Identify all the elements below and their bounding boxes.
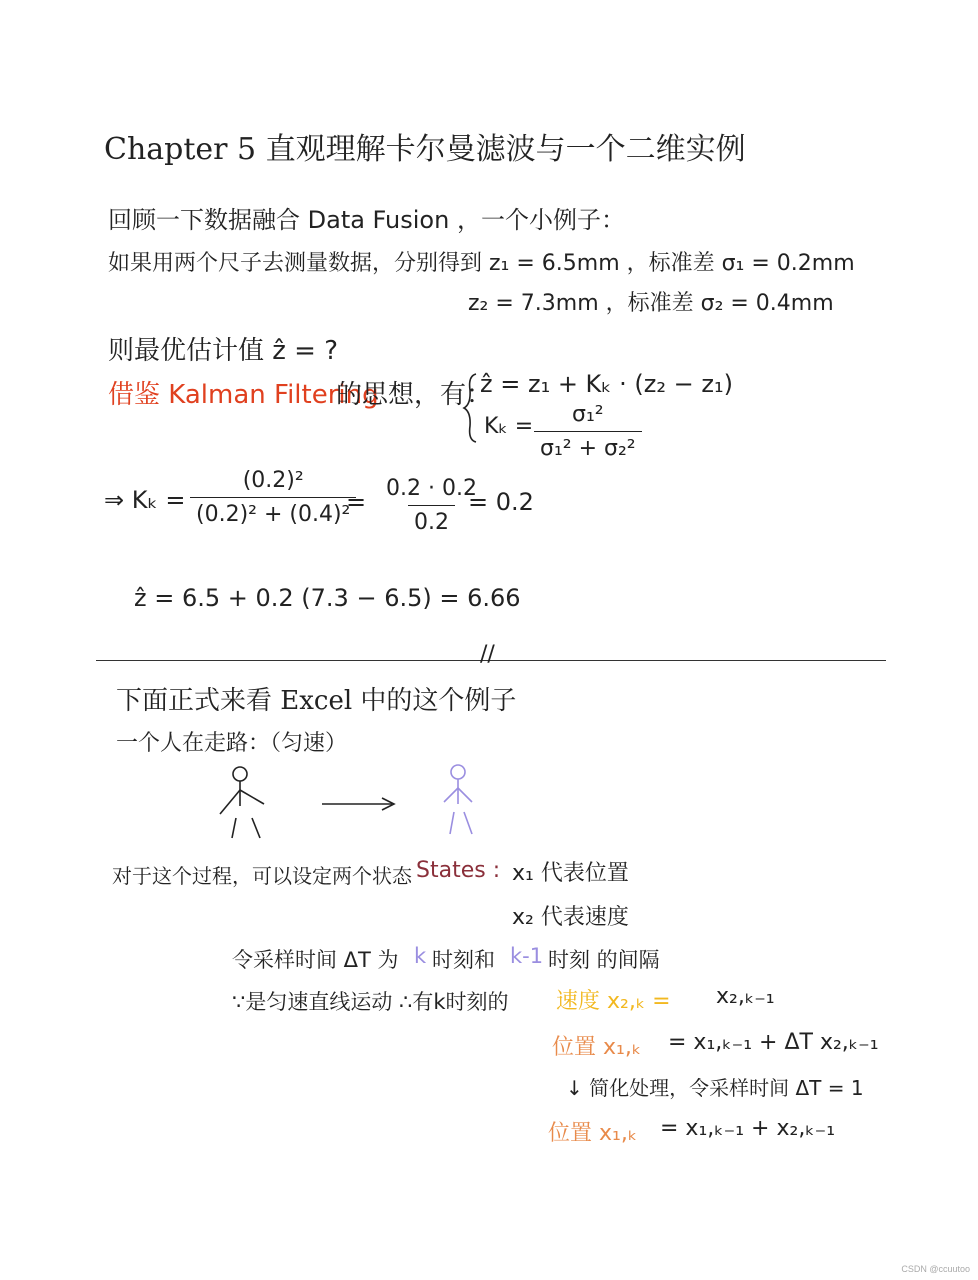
uniform-motion-text: ∵是匀速直线运动 ∴有k时刻的 [232, 990, 509, 1014]
position-simplified-rhs: = x₁,ₖ₋₁ + x₂,ₖ₋₁ [660, 1116, 836, 1141]
calc-result: = 0.2 [468, 488, 534, 516]
divider-mark: // [480, 642, 495, 667]
arrow-right-icon [322, 798, 394, 810]
equation-2-lhs: Kₖ = [484, 414, 534, 439]
equation-1: ẑ = z₁ + Kₖ · (z₂ − z₁) [480, 370, 733, 398]
estimate-line: ẑ = 6.5 + 0.2 (7.3 − 6.5) = 6.66 [134, 584, 521, 612]
simplify-note: ↓ 简化处理，令采样时间 ΔT = 1 [566, 1076, 864, 1100]
optimal-question: 则最优估计值 ẑ = ? [108, 336, 339, 366]
review-line-1: 回顾一下数据融合 Data Fusion ，一个小例子： [108, 206, 625, 234]
sampling-k-minus-1: k-1 [510, 944, 544, 968]
review-line-2: 如果用两个尺子去测量数据，分别得到 z₁ = 6.5mm ，标准差 σ₁ = 0.2mm [108, 251, 855, 276]
sampling-suffix: 时刻 的间隔 [548, 948, 660, 972]
states-prefix: 对于这个过程，可以设定两个状态 [112, 864, 412, 888]
sampling-k: k [414, 944, 427, 968]
calc-denominator-2: 0.2 [408, 505, 455, 535]
review-line-3: z₂ = 7.3mm ，标准差 σ₂ = 0.4mm [468, 291, 834, 316]
equation-2-fraction [534, 402, 642, 461]
calc-numerator-2: 0.2 · 0.2 [386, 476, 477, 501]
brace-icon [462, 372, 482, 444]
sampling-mid: 时刻和 [432, 948, 495, 972]
state-x1: x₁ 代表位置 [512, 861, 629, 886]
calc-denominator-1: (0.2)² + (0.4)² [190, 497, 356, 527]
kalman-label: 借鉴 Kalman Filtering [108, 380, 379, 410]
equation-2-numerator: σ₁² [572, 402, 604, 427]
position-simplified-label: 位置 x₁,ₖ [548, 1121, 638, 1146]
velocity-rhs: x₂,ₖ₋₁ [716, 984, 775, 1009]
equation-2-denominator: σ₁² + σ₂² [534, 431, 642, 461]
stick-figure-black-icon [220, 767, 264, 838]
states-label: States : [416, 858, 501, 883]
position-label: 位置 x₁,ₖ [552, 1035, 642, 1060]
calc-equals: = [346, 488, 367, 516]
calc-numerator-1: (0.2)² [242, 468, 304, 493]
stick-figure-violet-icon [444, 765, 472, 834]
sampling-prefix: 令采样时间 ΔT 为 [232, 948, 399, 972]
example-title: 下面正式来看 Excel 中的这个例子 [116, 686, 517, 716]
kalman-suffix: 的思想，有： [336, 380, 493, 410]
example-subtitle: 一个人在走路：（匀速） [116, 731, 348, 756]
watermark: CSDN @ccuutoo [901, 1264, 970, 1274]
calc-fraction-1 [190, 468, 356, 527]
calc-lhs: ⇒ Kₖ = [104, 486, 186, 514]
state-x2: x₂ 代表速度 [512, 905, 629, 930]
position-rhs: = x₁,ₖ₋₁ + ΔT x₂,ₖ₋₁ [668, 1030, 879, 1055]
velocity-label: 速度 x₂,ₖ = [556, 989, 671, 1014]
walking-figures-icon [210, 762, 500, 842]
page-title: Chapter 5 直观理解卡尔曼滤波与一个二维实例 [104, 132, 746, 167]
